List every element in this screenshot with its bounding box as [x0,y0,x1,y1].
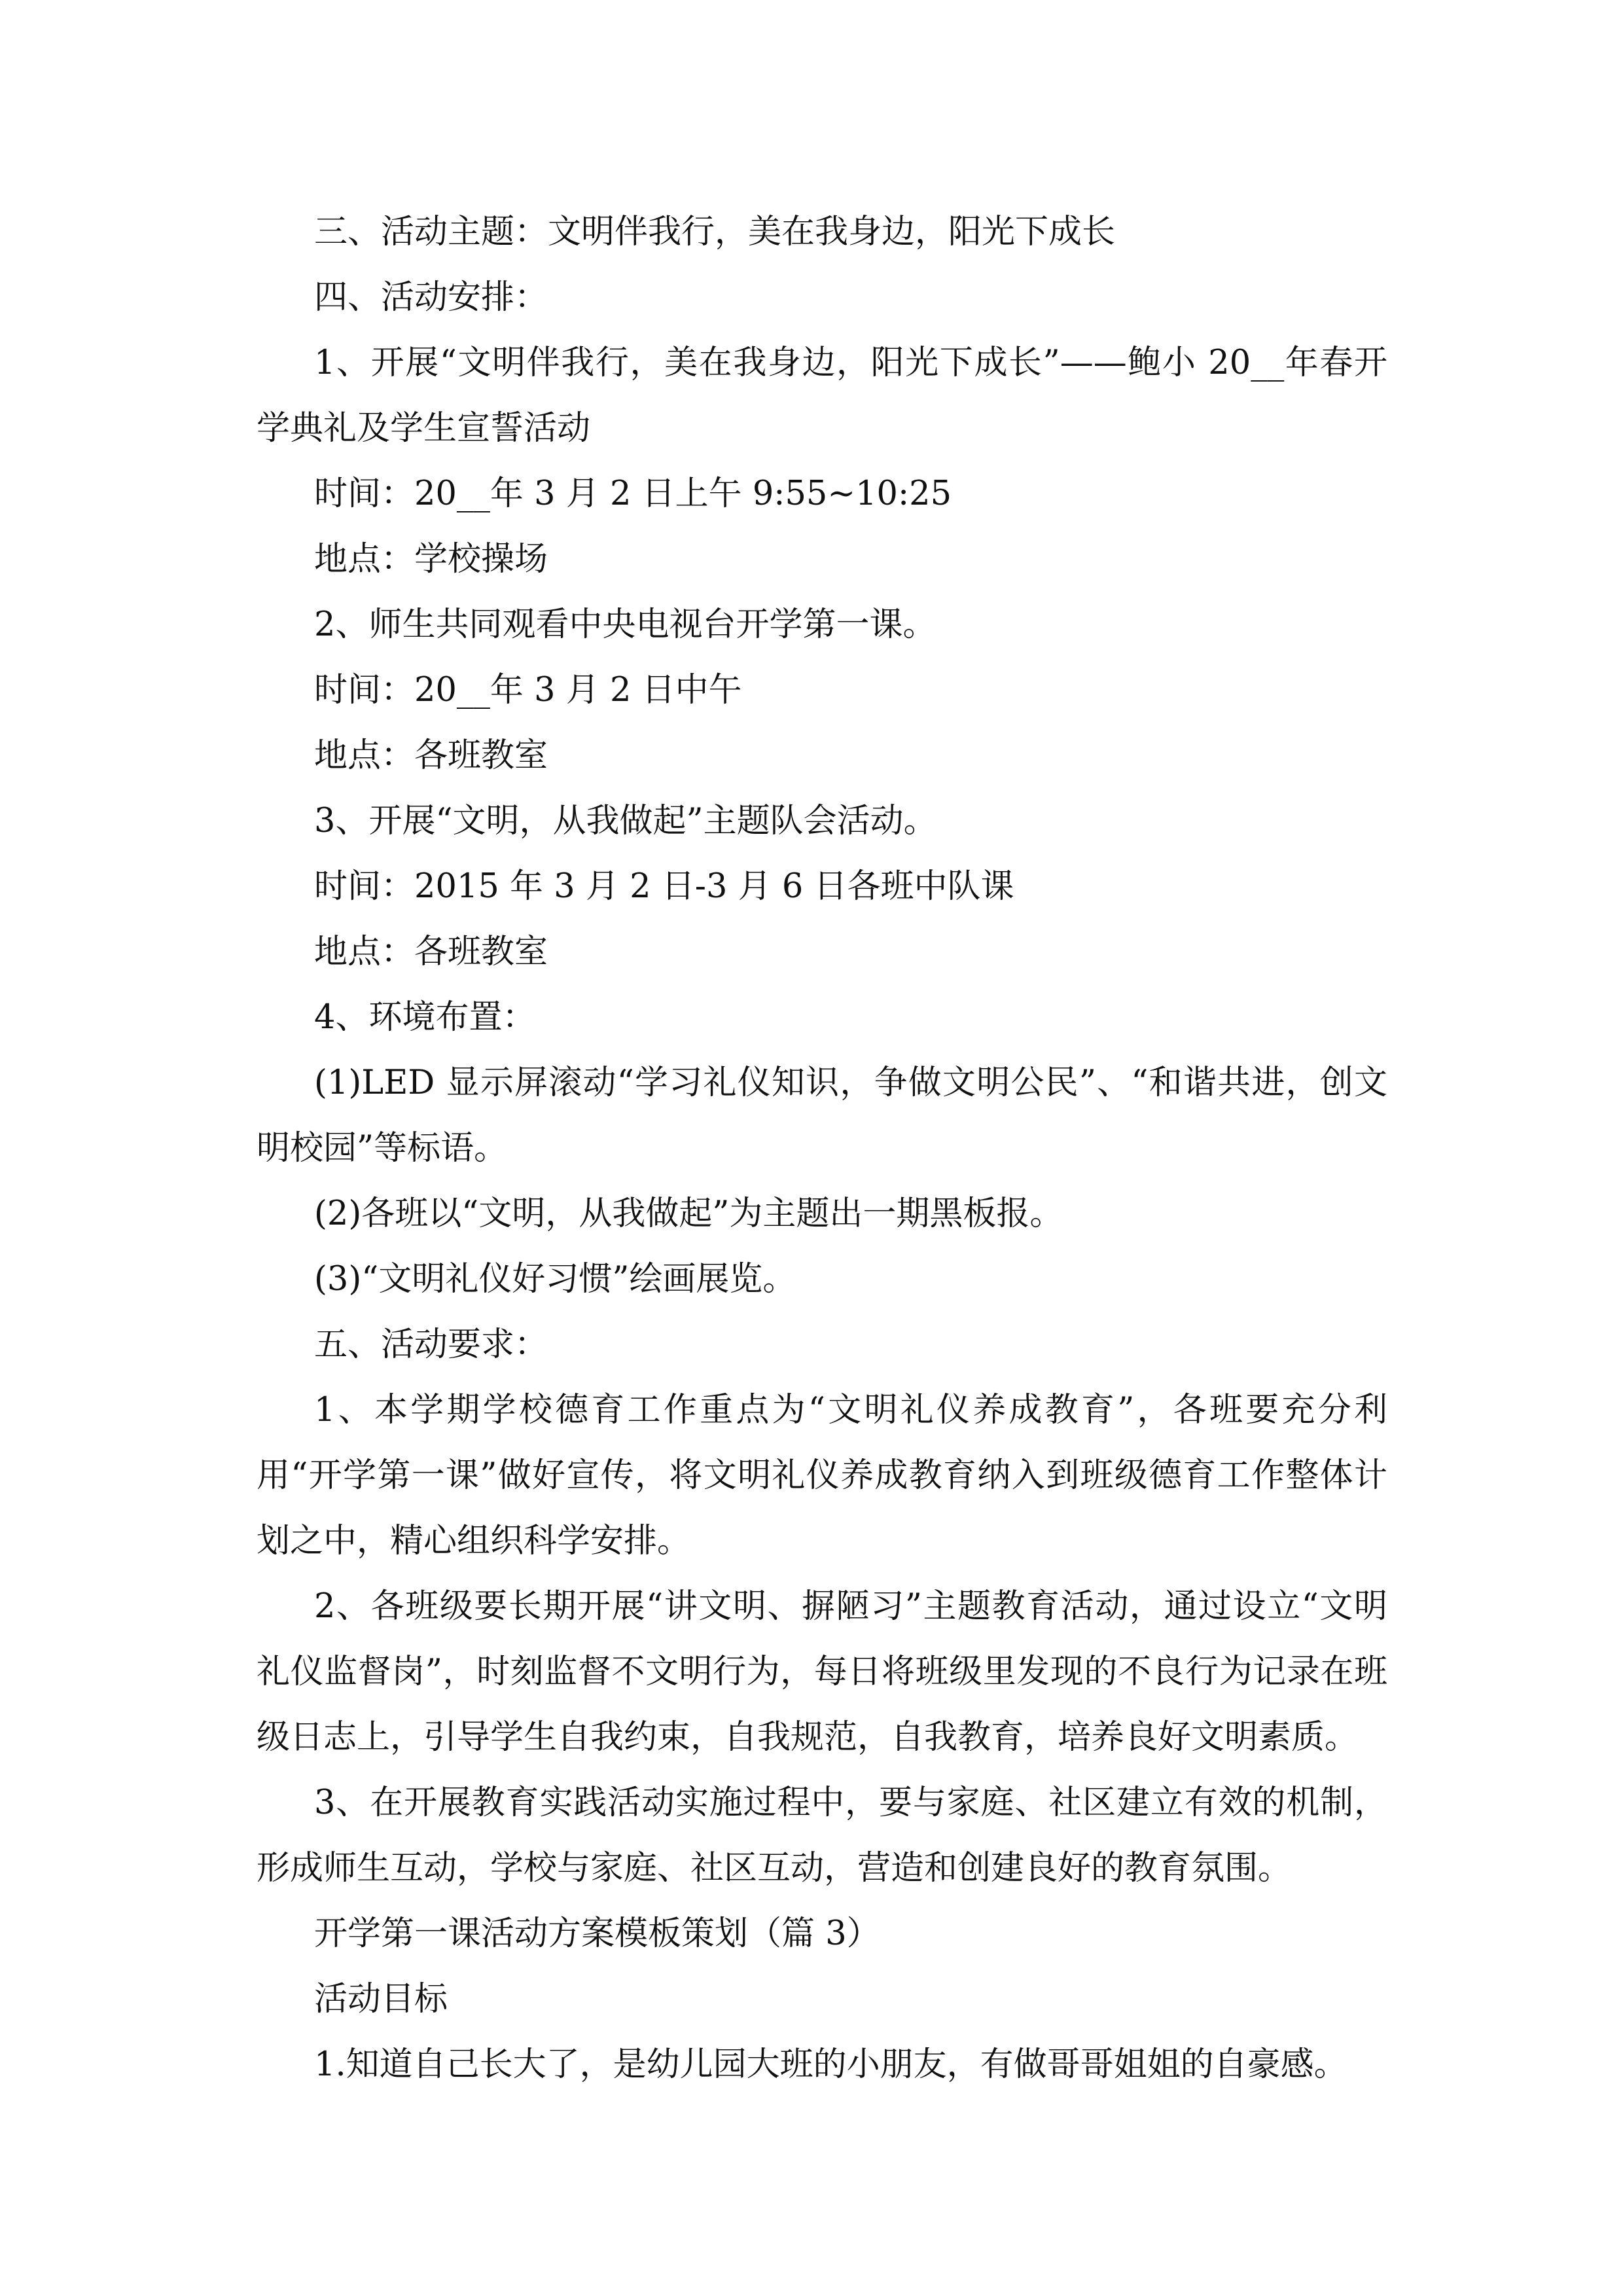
schedule-item-1-time: 时间：20__年 3 月 2 日上午 9:55~10:25 [314,475,952,513]
section-heading-requirements: 五、活动要求： [314,1325,548,1364]
schedule-item-1-place: 地点：学校操场 [314,540,548,579]
schedule-item-2-time: 时间：20__年 3 月 2 日中午 [314,671,742,709]
requirement-item-1: 1、本学期学校德育工作重点为“文明礼仪养成教育”，各班要充分利用“开学第一课”做好宣传，将文明礼仪养成教育纳入到班级德育工作整体计划之中，精心组织科学安排。 [257,1391,1387,1560]
section-heading-theme: 三、活动主题：文明伴我行，美在我身边，阳光下成长 [314,213,1116,251]
requirement-item-2: 2、各班级要长期开展“讲文明、摒陋习”主题教育活动，通过设立“文明礼仪监督岗”，时刻监督不文明行为，每日将班级里发现的不良行为记录在班级日志上，引导学生自我约束，自我规范，自我教育，培养良好文明素质。 [257,1587,1387,1757]
schedule-item-3: 3、开展“文明，从我做起”主题队会活动。 [314,802,937,840]
environment-item-1: (1)LED 显示屏滚动“学习礼仪知识，争做文明公民”、“和谐共进，创文明校园”等标语。 [257,1064,1387,1168]
requirement-item-3: 3、在开展教育实践活动实施过程中，要与家庭、社区建立有效的机制，形成师生互动，学校与家庭、社区互动，营造和创建良好的教育氛围。 [257,1784,1387,1888]
environment-item-2: (2)各班以“文明，从我做起”为主题出一期黑板报。 [314,1194,1063,1233]
schedule-item-1: 1、开展“文明伴我行，美在我身边，阳光下成长”——鲍小 20__年春开学典礼及学生宣誓活动 [257,344,1387,448]
schedule-item-2: 2、师生共同观看中央电视台开学第一课。 [314,605,936,644]
environment-item-3: (3)“文明礼仪好习惯”绘画展览。 [314,1260,796,1299]
schedule-item-3-time: 时间：2015 年 3 月 2 日-3 月 6 日各班中队课 [314,867,1014,906]
goal-item-1: 1.知道自己长大了，是幼儿园大班的小朋友，有做哥哥姐姐的自豪感。 [314,2045,1347,2084]
schedule-item-4: 4、环境布置： [314,998,536,1037]
article-title: 开学第一课活动方案模板策划（篇 3） [314,1914,880,1953]
schedule-item-3-place: 地点：各班教室 [314,933,548,971]
document-body [257,200,1387,2098]
section-heading-schedule: 四、活动安排： [314,278,548,317]
subheading-goals: 活动目标 [314,1980,448,2018]
schedule-item-2-place: 地点：各班教室 [314,736,548,775]
